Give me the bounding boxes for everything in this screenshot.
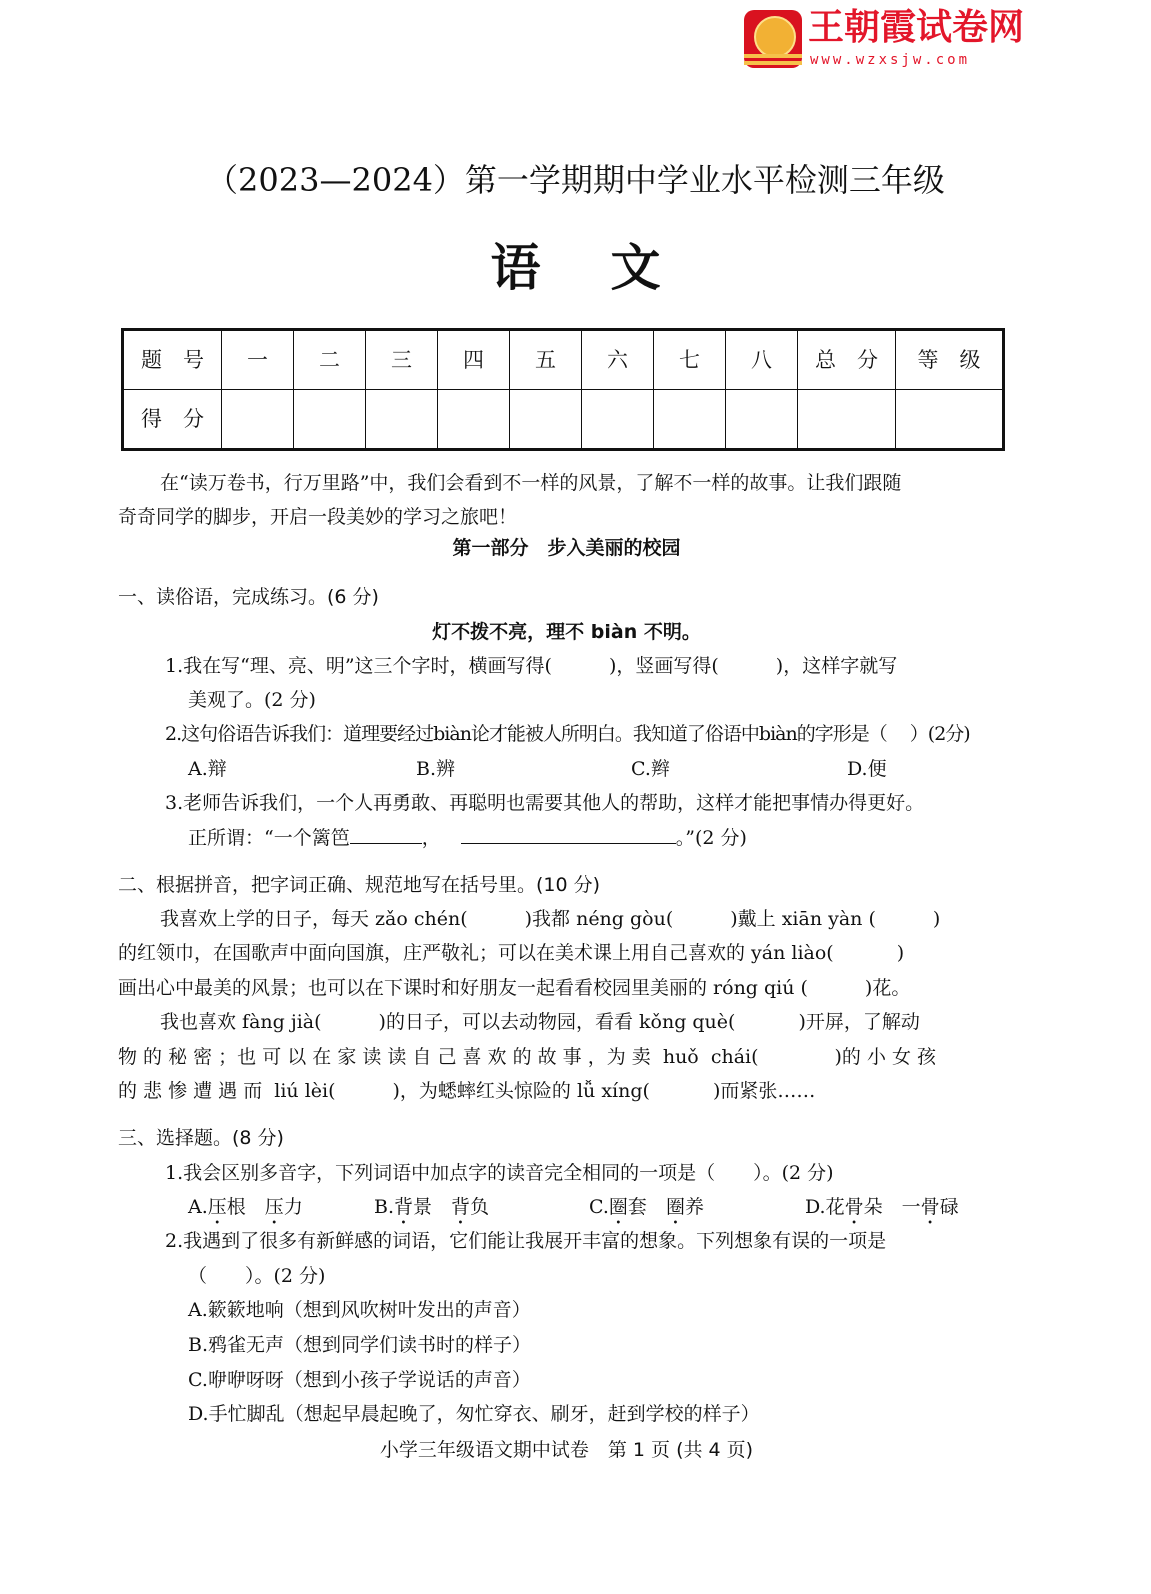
logo-badge-icon <box>744 10 802 68</box>
paragraph-line: 的红领巾，在国歌声中面向国旗，庄严敬礼；可以在美术课上用自己喜欢的 yán liào( ) <box>118 942 905 964</box>
fill-in-line <box>188 825 747 850</box>
section-heading: 一、读俗语，完成练习。(6 分) <box>118 586 379 608</box>
score-cell <box>654 390 726 450</box>
dotted-char: 圈 <box>665 1196 685 1218</box>
fill-text: 正所谓：“一个篱笆 <box>188 827 350 849</box>
option-text: 景 <box>413 1196 452 1218</box>
dotted-char: 骨 <box>844 1196 864 1218</box>
score-cell <box>798 390 896 450</box>
option-text: 套 <box>627 1196 666 1218</box>
question-text: 1.我会区别多音字，下列词语中加点字的读音完全相同的一项是（ ）。(2 分) <box>165 1162 834 1184</box>
option: C.咿咿呀呀（想到小孩子学说话的声音） <box>188 1369 531 1391</box>
dotted-char: 压 <box>207 1196 227 1218</box>
option-label: D. <box>805 1196 826 1218</box>
question-text: 3.老师告诉我们，一个人再勇敢、再聪明也需要其他人的帮助，这样才能把事情办得更好。 <box>165 792 925 814</box>
site-logo <box>744 8 1049 72</box>
question-text: （ ）。(2 分) <box>188 1265 326 1287</box>
answer-blank[interactable] <box>350 825 422 844</box>
header-cell: 八 <box>726 330 798 390</box>
score-cell <box>222 390 294 450</box>
question-text: 2.这句俗语告诉我们：道理要经过biàn论才能被人所明白。我知道了俗语中biàn的字形是（ ）(2分) <box>165 723 970 745</box>
score-cell <box>366 390 438 450</box>
exam-title: （2023—2024）第一学期期中学业水平检测三年级 <box>206 161 945 199</box>
option-text: 负 <box>470 1196 490 1218</box>
question-text: 美观了。(2 分) <box>188 689 316 711</box>
paragraph-line: 我喜欢上学的日子，每天 zǎo chén( )我都 néng gòu( )戴上 xiān yàn ( ) <box>160 908 941 930</box>
paragraph-line: 物 的 秘 密 ；也 可 以 在 家 读 读 自 己 喜 欢 的 故 事 ，为 卖 huǒ chái( )的 小 女 孩 <box>118 1046 937 1068</box>
option-label: A. <box>188 1196 208 1218</box>
paragraph-line: 我也喜欢 fàng jià( )的日子，可以去动物园，看看 kǒng què( )开屏，了解动 <box>160 1011 920 1033</box>
dotted-char: 圈 <box>608 1196 628 1218</box>
option <box>589 1195 704 1229</box>
option <box>805 1195 959 1229</box>
question-text: 2.我遇到了很多有新鲜感的词语，它们能让我展开丰富的想象。下列想象有误的一项是 <box>165 1230 887 1252</box>
header-cell: 总 分 <box>798 330 896 390</box>
header-cell: 题 号 <box>123 330 222 390</box>
proverb: 灯不拨不亮，理不 biàn 不明。 <box>432 621 701 643</box>
option-text: 朵 <box>863 1196 902 1218</box>
score-cell <box>438 390 510 450</box>
header-cell: 三 <box>366 330 438 390</box>
score-table <box>121 328 1005 451</box>
option-label: C. <box>589 1196 609 1218</box>
option: D.手忙脚乱（想起早晨起晚了，匆忙穿衣、刷牙，赶到学校的样子） <box>188 1403 760 1425</box>
part-title: 第一部分 步入美丽的校园 <box>452 537 681 559</box>
score-row <box>123 390 1004 450</box>
option-text: 一 <box>901 1196 921 1218</box>
header-cell: 四 <box>438 330 510 390</box>
option: B.鸦雀无声（想到同学们读书时的样子） <box>188 1334 532 1356</box>
subject-title: 语文 <box>490 238 731 297</box>
score-cell <box>726 390 798 450</box>
option-text: 力 <box>283 1196 303 1218</box>
header-cell: 七 <box>654 330 726 390</box>
option: A.辩 <box>188 758 227 780</box>
dotted-char: 骨 <box>920 1196 940 1218</box>
question-text: 1.我在写“理、亮、明”这三个字时，横画写得( )，竖画写得( )，这样字就写 <box>165 655 898 677</box>
score-cell <box>896 390 1004 450</box>
header-cell: 等 级 <box>896 330 1004 390</box>
fill-text: 。”(2 分) <box>675 827 747 849</box>
option: D.便 <box>847 758 887 780</box>
option <box>374 1195 489 1229</box>
dotted-char: 背 <box>451 1196 471 1218</box>
option-text: 根 <box>226 1196 265 1218</box>
option <box>188 1195 303 1229</box>
score-row-label: 得 分 <box>123 390 222 450</box>
option-text: 花 <box>825 1196 845 1218</box>
section-heading: 二、根据拼音，把字词正确、规范地写在括号里。(10 分) <box>118 874 601 896</box>
logo-url: www.wzxsjw.com <box>810 52 971 68</box>
logo-name: 王朝霞试卷网 <box>808 7 1025 48</box>
score-cell <box>510 390 582 450</box>
header-cell: 一 <box>222 330 294 390</box>
fill-text: ， <box>421 827 441 849</box>
section-heading: 三、选择题。(8 分) <box>118 1127 284 1149</box>
option: C.辫 <box>631 758 670 780</box>
dotted-char: 压 <box>264 1196 284 1218</box>
score-cell <box>582 390 654 450</box>
header-cell: 二 <box>294 330 366 390</box>
page-footer: 小学三年级语文期中试卷 第 1 页 (共 4 页) <box>379 1439 754 1461</box>
header-cell: 五 <box>510 330 582 390</box>
paragraph-line: 的 悲 惨 遭 遇 而 liú lèi( )，为蟋蟀红头惊险的 lǚ xíng( )而紧张…… <box>118 1080 816 1102</box>
header-cell: 六 <box>582 330 654 390</box>
score-cell <box>294 390 366 450</box>
option-label: B. <box>374 1196 395 1218</box>
option-text: 碌 <box>939 1196 959 1218</box>
answer-blank[interactable] <box>461 825 676 844</box>
score-table-header-row <box>123 330 1004 390</box>
paragraph-line: 画出心中最美的风景；也可以在下课时和好朋友一起看看校园里美丽的 róng qiú ( )花。 <box>118 977 911 999</box>
intro-line: 在“读万卷书，行万里路”中，我们会看到不一样的风景，了解不一样的故事。让我们跟随 <box>160 472 902 494</box>
option: A.簌簌地响（想到风吹树叶发出的声音） <box>188 1299 531 1321</box>
option: B.辨 <box>416 758 456 780</box>
dotted-char: 背 <box>394 1196 414 1218</box>
intro-line: 奇奇同学的脚步，开启一段美妙的学习之旅吧！ <box>118 506 518 528</box>
option-text: 养 <box>684 1196 704 1218</box>
